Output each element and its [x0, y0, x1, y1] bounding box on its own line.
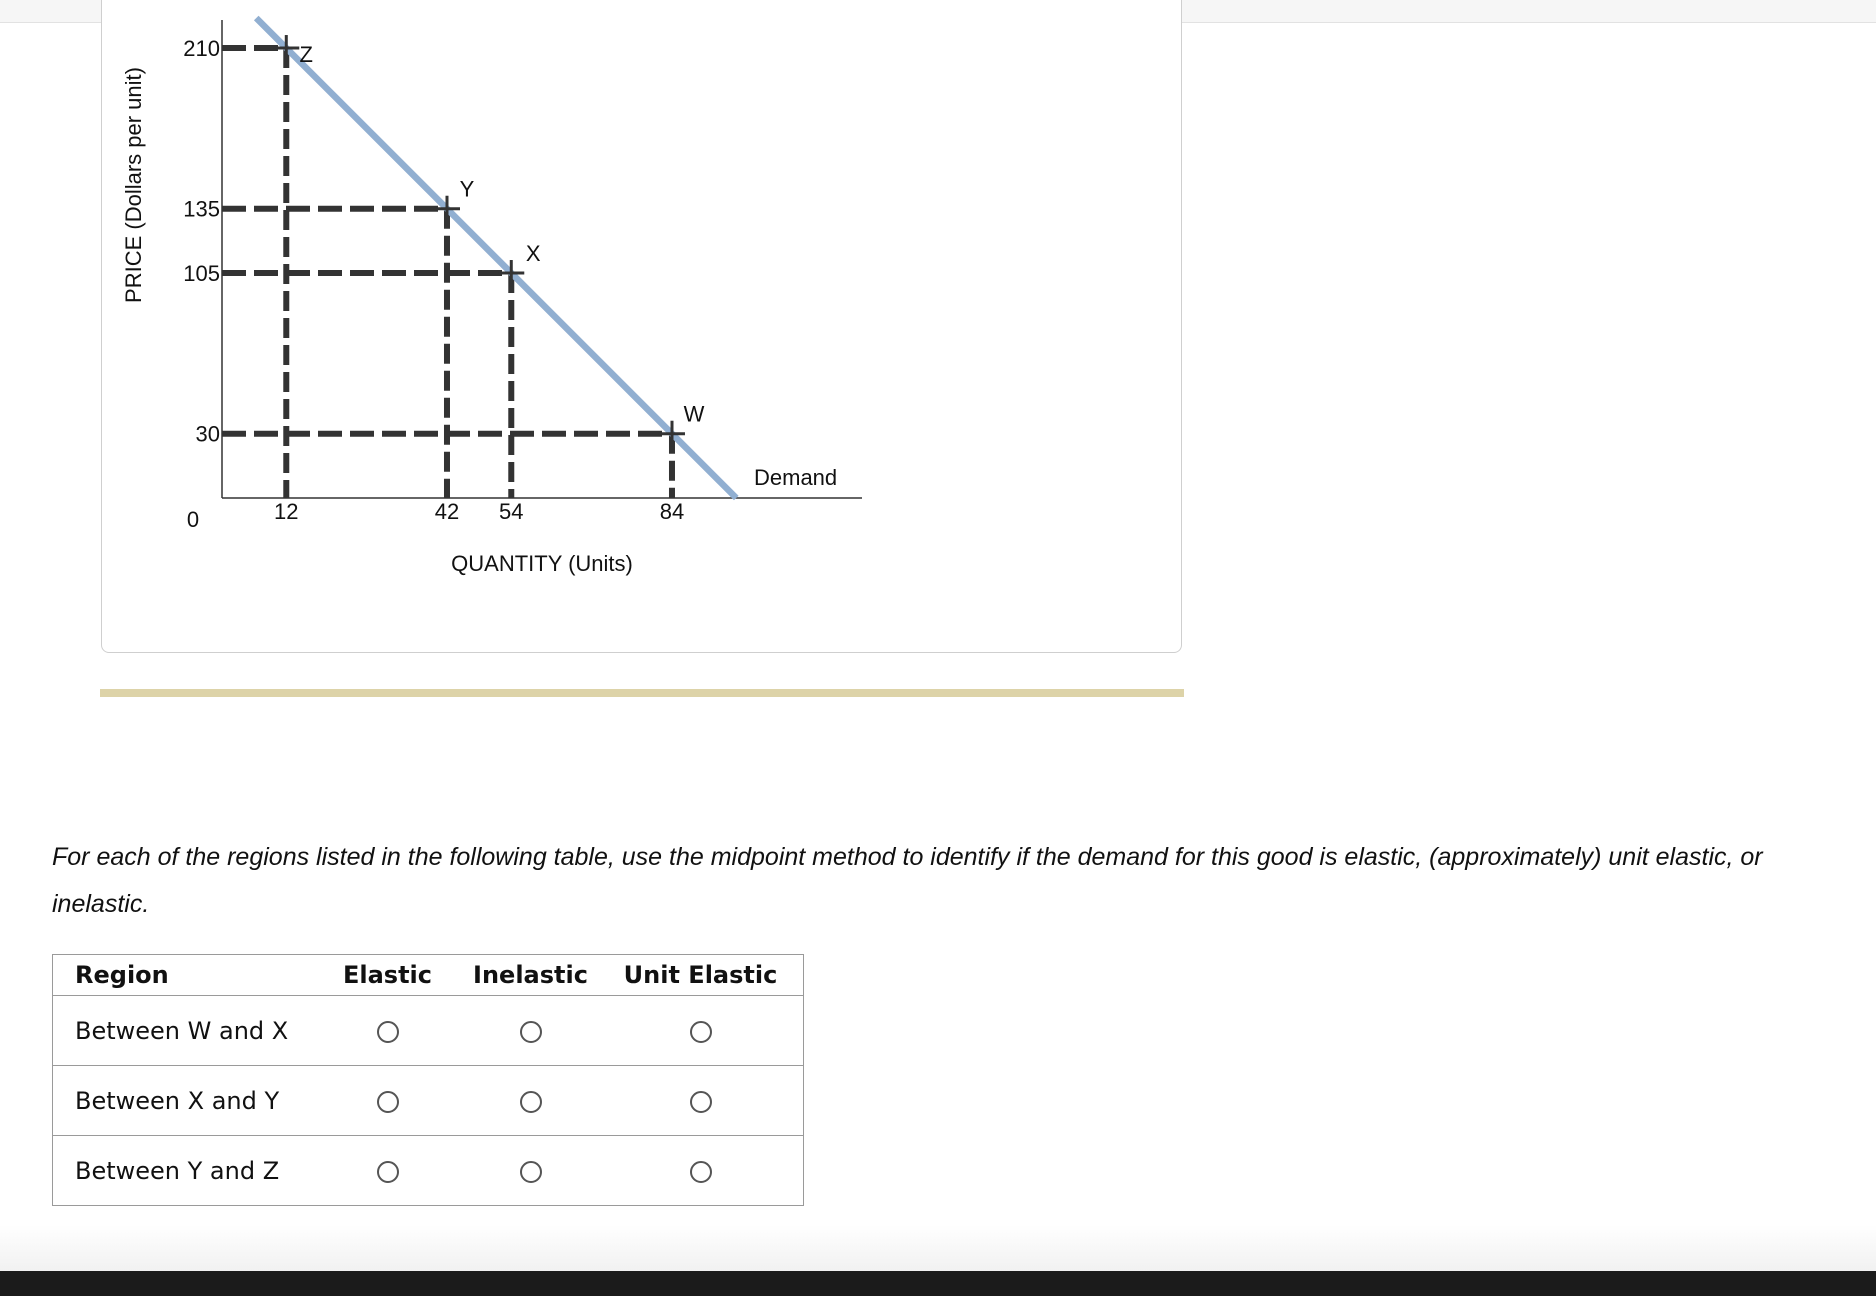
question-prompt: For each of the regions listed in the following table, use the midpoint method to identify if the demand for this good is elastic, (approximately) unit elastic, or inelastic.	[52, 843, 1763, 918]
y-tick-label-30: 30	[195, 421, 220, 447]
row-label-w-x: Between W and X	[53, 996, 313, 1066]
origin-label: 0	[186, 507, 200, 532]
y-tick-label-210: 210	[183, 36, 220, 62]
x-axis-title: QUANTITY (Units)	[451, 551, 633, 576]
y-axis-title: PRICE (Dollars per unit)	[121, 67, 146, 303]
radio-w-x-unit-elastic[interactable]	[690, 1021, 712, 1043]
row-label-x-y: Between X and Y	[53, 1066, 313, 1136]
x-tick-label-84: 84	[659, 499, 685, 524]
radio-y-z-elastic[interactable]	[377, 1161, 399, 1183]
radio-x-y-inelastic[interactable]	[520, 1091, 542, 1113]
header-elastic: Elastic	[313, 955, 463, 996]
taskbar	[0, 1271, 1876, 1296]
y-tick-label-135: 135	[183, 196, 220, 222]
header-inelastic: Inelastic	[463, 955, 599, 996]
point-label-x: X	[525, 241, 541, 267]
x-tick-label-54: 54	[499, 499, 524, 524]
y-tick-label-105: 105	[183, 261, 220, 287]
radio-x-y-unit-elastic[interactable]	[690, 1091, 712, 1113]
point-label-z: Z	[299, 42, 314, 68]
radio-w-x-elastic[interactable]	[377, 1021, 399, 1043]
x-tick-label-42: 42	[434, 499, 460, 524]
radio-y-z-inelastic[interactable]	[520, 1161, 542, 1183]
table-row	[53, 996, 804, 1066]
header-unit-elastic: Unit Elastic	[599, 955, 804, 996]
table-row	[53, 1066, 804, 1136]
radio-w-x-inelastic[interactable]	[520, 1021, 542, 1043]
radio-y-z-unit-elastic[interactable]	[690, 1161, 712, 1183]
demand-curve-label: Demand	[754, 465, 838, 490]
table-row	[53, 1136, 804, 1206]
point-label-w: W	[683, 401, 705, 427]
row-label-y-z: Between Y and Z	[53, 1136, 313, 1206]
x-tick-label-12: 12	[274, 499, 299, 524]
point-label-y: Y	[459, 176, 475, 202]
demand-curve	[256, 18, 736, 498]
elasticity-table	[52, 954, 804, 1206]
radio-x-y-elastic[interactable]	[377, 1091, 399, 1113]
header-region: Region	[53, 955, 313, 996]
page-bottom-fade	[0, 1225, 1876, 1271]
section-divider	[100, 689, 1184, 697]
table-header-row	[53, 955, 804, 996]
